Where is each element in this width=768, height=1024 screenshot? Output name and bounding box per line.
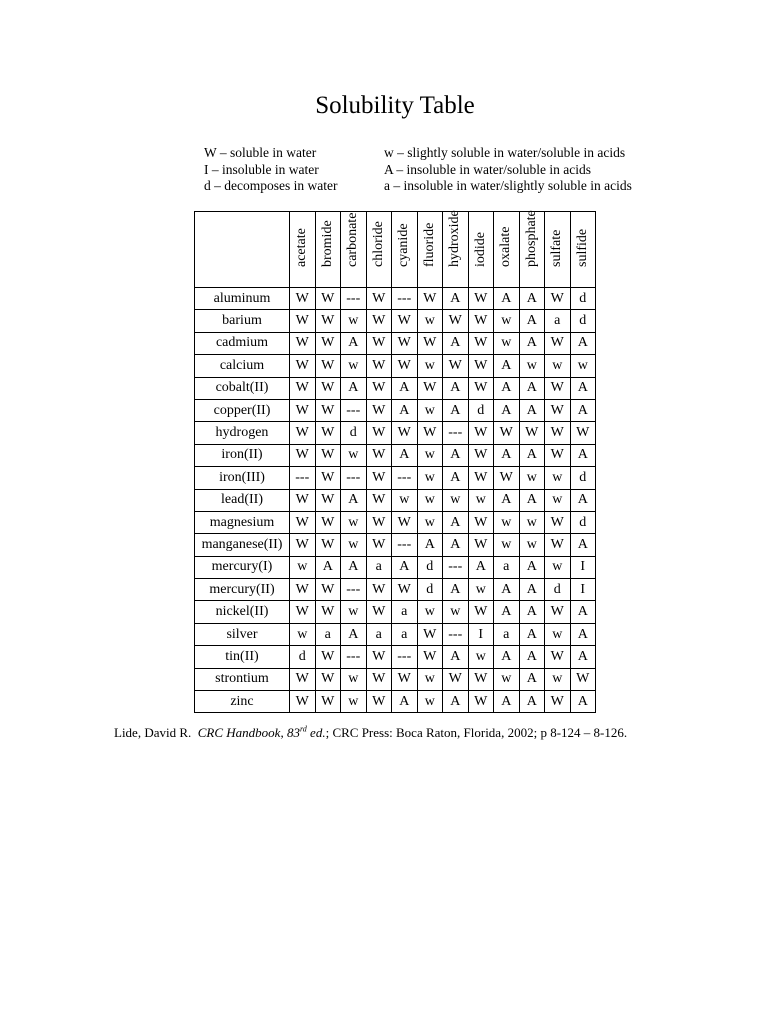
legend-item: A – insoluble in water/soluble in acids [384, 161, 591, 177]
solubility-cell: W [315, 377, 341, 399]
solubility-cell: W [315, 310, 341, 332]
solubility-cell: w [417, 691, 443, 713]
table-row [195, 511, 596, 533]
solubility-cell: A [443, 467, 469, 489]
solubility-cell: W [366, 691, 392, 713]
solubility-cell: A [443, 691, 469, 713]
solubility-table [194, 211, 596, 713]
solubility-cell: w [545, 467, 571, 489]
solubility-cell: W [545, 377, 571, 399]
solubility-cell: W [366, 534, 392, 556]
solubility-cell: W [315, 601, 341, 623]
solubility-cell: W [570, 668, 596, 690]
solubility-cell: W [519, 422, 545, 444]
solubility-cell: A [443, 444, 469, 466]
solubility-cell: A [519, 623, 545, 645]
legend-item: d – decomposes in water [204, 178, 338, 193]
solubility-cell: w [494, 668, 520, 690]
solubility-cell: d [545, 579, 571, 601]
solubility-cell: W [366, 489, 392, 511]
solubility-cell: w [468, 579, 494, 601]
solubility-cell: d [570, 288, 596, 310]
table-row [195, 444, 596, 466]
table-body [195, 288, 596, 713]
legend-left [204, 145, 337, 195]
table-row [195, 310, 596, 332]
solubility-cell: a [315, 623, 341, 645]
legend-item: W – soluble in water [204, 145, 317, 160]
solubility-cell: A [519, 601, 545, 623]
solubility-cell: a [545, 310, 571, 332]
solubility-cell: W [315, 444, 341, 466]
solubility-cell: W [315, 467, 341, 489]
solubility-cell: W [417, 646, 443, 668]
solubility-cell: W [417, 332, 443, 354]
anion-header: cyanide [392, 212, 418, 288]
solubility-cell: A [494, 646, 520, 668]
solubility-cell: W [366, 422, 392, 444]
solubility-cell: w [570, 355, 596, 377]
solubility-cell: A [570, 332, 596, 354]
citation-rest: ; CRC Press: Boca Raton, Florida, 2002; p 8-124 – 8-126. [325, 725, 628, 740]
solubility-cell: I [570, 579, 596, 601]
table-header-row [195, 212, 596, 288]
solubility-cell: W [417, 623, 443, 645]
table-row [195, 355, 596, 377]
solubility-cell: w [519, 355, 545, 377]
anion-header: iodide [468, 212, 494, 288]
solubility-cell: W [290, 355, 316, 377]
solubility-cell: w [494, 511, 520, 533]
solubility-cell: A [494, 444, 520, 466]
solubility-cell: A [519, 332, 545, 354]
solubility-cell: W [315, 668, 341, 690]
solubility-cell: W [545, 332, 571, 354]
cation-name: mercury(II) [195, 579, 290, 601]
solubility-cell: w [443, 601, 469, 623]
solubility-cell: W [315, 579, 341, 601]
solubility-cell: d [417, 579, 443, 601]
cation-name: tin(II) [195, 646, 290, 668]
solubility-cell: A [443, 646, 469, 668]
solubility-cell: A [570, 601, 596, 623]
solubility-cell: A [443, 377, 469, 399]
solubility-cell: A [519, 489, 545, 511]
solubility-cell: W [315, 422, 341, 444]
cation-name: iron(II) [195, 444, 290, 466]
solubility-cell: --- [443, 556, 469, 578]
solubility-cell: d [468, 399, 494, 421]
solubility-cell: A [443, 534, 469, 556]
solubility-cell: W [315, 332, 341, 354]
solubility-cell: W [443, 668, 469, 690]
solubility-cell: d [290, 646, 316, 668]
solubility-cell: W [443, 310, 469, 332]
solubility-cell: w [545, 668, 571, 690]
cation-name: mercury(I) [195, 556, 290, 578]
solubility-cell: A [494, 691, 520, 713]
citation-edition: ed. [310, 725, 326, 740]
solubility-cell: A [341, 377, 367, 399]
anion-header: carbonate [341, 212, 367, 288]
solubility-cell: W [468, 601, 494, 623]
solubility-cell: W [545, 534, 571, 556]
cation-name: manganese(II) [195, 534, 290, 556]
solubility-cell: A [392, 556, 418, 578]
table-corner-cell [195, 212, 290, 288]
solubility-cell: I [468, 623, 494, 645]
solubility-cell: A [519, 579, 545, 601]
solubility-cell: A [443, 579, 469, 601]
solubility-cell: w [290, 556, 316, 578]
solubility-cell: W [468, 668, 494, 690]
solubility-cell: W [545, 691, 571, 713]
solubility-cell: W [315, 646, 341, 668]
solubility-cell: A [519, 691, 545, 713]
solubility-cell: W [392, 332, 418, 354]
table-row [195, 668, 596, 690]
solubility-cell: W [392, 422, 418, 444]
solubility-cell: w [519, 511, 545, 533]
table-row [195, 422, 596, 444]
cation-name: nickel(II) [195, 601, 290, 623]
solubility-cell: w [443, 489, 469, 511]
solubility-cell: W [545, 422, 571, 444]
cation-name: cobalt(II) [195, 377, 290, 399]
solubility-cell: d [341, 422, 367, 444]
solubility-cell: W [290, 579, 316, 601]
solubility-cell: W [366, 377, 392, 399]
solubility-cell: A [341, 556, 367, 578]
anion-header: hydroxide [443, 212, 469, 288]
solubility-cell: w [341, 355, 367, 377]
solubility-cell: w [417, 399, 443, 421]
cation-name: barium [195, 310, 290, 332]
table-row [195, 399, 596, 421]
solubility-cell: W [290, 444, 316, 466]
legend-item: I – insoluble in water [204, 161, 319, 177]
solubility-cell: w [519, 534, 545, 556]
cation-name: silver [195, 623, 290, 645]
solubility-cell: W [494, 467, 520, 489]
solubility-cell: W [468, 310, 494, 332]
solubility-cell: W [366, 467, 392, 489]
solubility-cell: W [545, 444, 571, 466]
solubility-cell: W [315, 399, 341, 421]
solubility-cell: W [290, 534, 316, 556]
page-title: Solubility Table [315, 92, 475, 119]
solubility-cell: W [366, 511, 392, 533]
anion-header: oxalate [494, 212, 520, 288]
solubility-cell: W [545, 646, 571, 668]
solubility-cell: W [366, 579, 392, 601]
solubility-cell: A [392, 444, 418, 466]
solubility-cell: A [392, 399, 418, 421]
solubility-cell: w [494, 310, 520, 332]
cation-name: calcium [195, 355, 290, 377]
solubility-cell: w [417, 489, 443, 511]
solubility-cell: W [417, 288, 443, 310]
cation-name: iron(III) [195, 467, 290, 489]
solubility-cell: W [468, 511, 494, 533]
solubility-cell: A [443, 288, 469, 310]
solubility-cell: W [366, 332, 392, 354]
citation-book: CRC Handbook, 83 [197, 725, 300, 740]
solubility-cell: W [366, 601, 392, 623]
solubility-cell: I [570, 556, 596, 578]
solubility-cell: w [341, 310, 367, 332]
solubility-cell: w [417, 444, 443, 466]
solubility-cell: --- [341, 288, 367, 310]
solubility-cell: --- [341, 646, 367, 668]
solubility-cell: w [468, 489, 494, 511]
solubility-cell: --- [392, 534, 418, 556]
solubility-cell: W [290, 601, 316, 623]
solubility-cell: w [417, 355, 443, 377]
anion-header: fluoride [417, 212, 443, 288]
solubility-cell: W [494, 422, 520, 444]
solubility-cell: w [545, 623, 571, 645]
solubility-cell: A [570, 623, 596, 645]
solubility-cell: W [366, 444, 392, 466]
solubility-cell: --- [443, 422, 469, 444]
table-row [195, 646, 596, 668]
anion-header: sulfate [545, 212, 571, 288]
solubility-cell: A [494, 489, 520, 511]
cation-name: cadmium [195, 332, 290, 354]
cation-name: magnesium [195, 511, 290, 533]
solubility-cell: w [417, 601, 443, 623]
solubility-cell: --- [392, 288, 418, 310]
cation-name: copper(II) [195, 399, 290, 421]
solubility-cell: A [519, 377, 545, 399]
solubility-cell: A [570, 534, 596, 556]
solubility-cell: W [315, 489, 341, 511]
solubility-cell: w [468, 646, 494, 668]
solubility-cell: W [290, 332, 316, 354]
solubility-cell: W [468, 422, 494, 444]
solubility-cell: W [290, 377, 316, 399]
legend-item: a – insoluble in water/slightly soluble in acids [384, 178, 632, 193]
solubility-cell: A [494, 355, 520, 377]
solubility-cell: W [290, 489, 316, 511]
solubility-cell: W [468, 691, 494, 713]
solubility-cell: a [494, 556, 520, 578]
solubility-cell: W [468, 288, 494, 310]
solubility-cell: W [290, 668, 316, 690]
solubility-cell: W [468, 534, 494, 556]
anion-header: phosphate [519, 212, 545, 288]
solubility-cell: w [417, 310, 443, 332]
solubility-cell: W [392, 355, 418, 377]
solubility-cell: W [392, 579, 418, 601]
solubility-cell: A [494, 399, 520, 421]
solubility-cell: W [443, 355, 469, 377]
solubility-cell: A [341, 489, 367, 511]
solubility-cell: W [366, 288, 392, 310]
table-row [195, 579, 596, 601]
solubility-cell: W [366, 668, 392, 690]
solubility-cell: A [494, 601, 520, 623]
solubility-cell: d [570, 467, 596, 489]
solubility-cell: w [341, 601, 367, 623]
solubility-cell: W [545, 601, 571, 623]
solubility-cell: w [417, 511, 443, 533]
solubility-cell: w [341, 668, 367, 690]
solubility-cell: A [519, 668, 545, 690]
anion-header: chloride [366, 212, 392, 288]
solubility-cell: W [290, 288, 316, 310]
solubility-cell: W [290, 422, 316, 444]
solubility-cell: A [570, 489, 596, 511]
cation-name: aluminum [195, 288, 290, 310]
solubility-cell: --- [341, 579, 367, 601]
solubility-cell: --- [290, 467, 316, 489]
solubility-cell: W [290, 691, 316, 713]
solubility-cell: W [290, 399, 316, 421]
solubility-cell: --- [392, 646, 418, 668]
solubility-cell: W [417, 377, 443, 399]
solubility-cell: d [417, 556, 443, 578]
solubility-cell: A [417, 534, 443, 556]
solubility-cell: W [392, 668, 418, 690]
solubility-cell: W [315, 534, 341, 556]
solubility-cell: w [417, 668, 443, 690]
solubility-cell: A [468, 556, 494, 578]
solubility-cell: A [570, 444, 596, 466]
anion-header: bromide [315, 212, 341, 288]
solubility-cell: w [341, 511, 367, 533]
solubility-cell: W [366, 646, 392, 668]
solubility-cell: w [341, 444, 367, 466]
solubility-cell: A [341, 623, 367, 645]
solubility-cell: W [468, 444, 494, 466]
solubility-cell: W [468, 332, 494, 354]
solubility-cell: w [545, 355, 571, 377]
solubility-cell: W [545, 511, 571, 533]
solubility-cell: a [366, 623, 392, 645]
solubility-cell: A [570, 646, 596, 668]
solubility-cell: A [570, 691, 596, 713]
table-row [195, 556, 596, 578]
solubility-cell: W [468, 377, 494, 399]
table-row [195, 601, 596, 623]
solubility-cell: a [392, 601, 418, 623]
solubility-cell: W [366, 355, 392, 377]
solubility-cell: A [519, 288, 545, 310]
solubility-cell: W [315, 691, 341, 713]
solubility-cell: W [392, 511, 418, 533]
solubility-cell: w [494, 534, 520, 556]
table-row [195, 332, 596, 354]
legend-right [384, 145, 632, 195]
solubility-cell: A [519, 646, 545, 668]
solubility-cell: W [545, 288, 571, 310]
solubility-cell: w [519, 467, 545, 489]
table-row [195, 489, 596, 511]
solubility-cell: W [545, 399, 571, 421]
solubility-cell: W [417, 422, 443, 444]
legend-item: w – slightly soluble in water/soluble in acids [384, 145, 626, 160]
solubility-cell: A [570, 399, 596, 421]
solubility-cell: --- [341, 467, 367, 489]
cation-name: lead(II) [195, 489, 290, 511]
citation-edition-sup: rd [299, 724, 307, 734]
solubility-cell: W [570, 422, 596, 444]
solubility-cell: --- [392, 467, 418, 489]
solubility-cell: w [341, 534, 367, 556]
anion-header: sulfide [570, 212, 596, 288]
solubility-cell: w [341, 691, 367, 713]
solubility-cell: w [417, 467, 443, 489]
solubility-cell: W [366, 399, 392, 421]
table-row [195, 377, 596, 399]
solubility-cell: a [366, 556, 392, 578]
solubility-cell: W [290, 310, 316, 332]
solubility-cell: W [290, 511, 316, 533]
solubility-cell: A [519, 556, 545, 578]
solubility-cell: A [443, 399, 469, 421]
table-row [195, 288, 596, 310]
solubility-cell: W [315, 355, 341, 377]
solubility-cell: W [392, 310, 418, 332]
solubility-cell: --- [341, 399, 367, 421]
solubility-cell: w [290, 623, 316, 645]
solubility-cell: A [392, 691, 418, 713]
solubility-cell: w [494, 332, 520, 354]
solubility-cell: W [468, 467, 494, 489]
solubility-cell: a [494, 623, 520, 645]
solubility-cell: d [570, 511, 596, 533]
solubility-cell: w [545, 489, 571, 511]
solubility-cell: w [392, 489, 418, 511]
solubility-cell: A [519, 310, 545, 332]
solubility-cell: A [570, 377, 596, 399]
solubility-cell: A [392, 377, 418, 399]
solubility-cell: A [494, 377, 520, 399]
solubility-cell: W [366, 310, 392, 332]
solubility-cell: A [519, 399, 545, 421]
solubility-cell: --- [443, 623, 469, 645]
solubility-cell: A [443, 332, 469, 354]
solubility-cell: A [494, 579, 520, 601]
cation-name: strontium [195, 668, 290, 690]
solubility-cell: A [519, 444, 545, 466]
citation [114, 724, 627, 742]
solubility-cell: a [392, 623, 418, 645]
solubility-cell: d [570, 310, 596, 332]
solubility-cell: A [315, 556, 341, 578]
anion-header: acetate [290, 212, 316, 288]
table-row [195, 467, 596, 489]
citation-author: Lide, David R. [114, 725, 192, 740]
table-row [195, 534, 596, 556]
solubility-cell: A [443, 511, 469, 533]
solubility-cell: A [341, 332, 367, 354]
table-row [195, 623, 596, 645]
solubility-cell: W [315, 511, 341, 533]
solubility-cell: w [545, 556, 571, 578]
cation-name: hydrogen [195, 422, 290, 444]
table-row [195, 691, 596, 713]
solubility-cell: A [494, 288, 520, 310]
solubility-cell: W [468, 355, 494, 377]
solubility-cell: W [315, 288, 341, 310]
cation-name: zinc [195, 691, 290, 713]
